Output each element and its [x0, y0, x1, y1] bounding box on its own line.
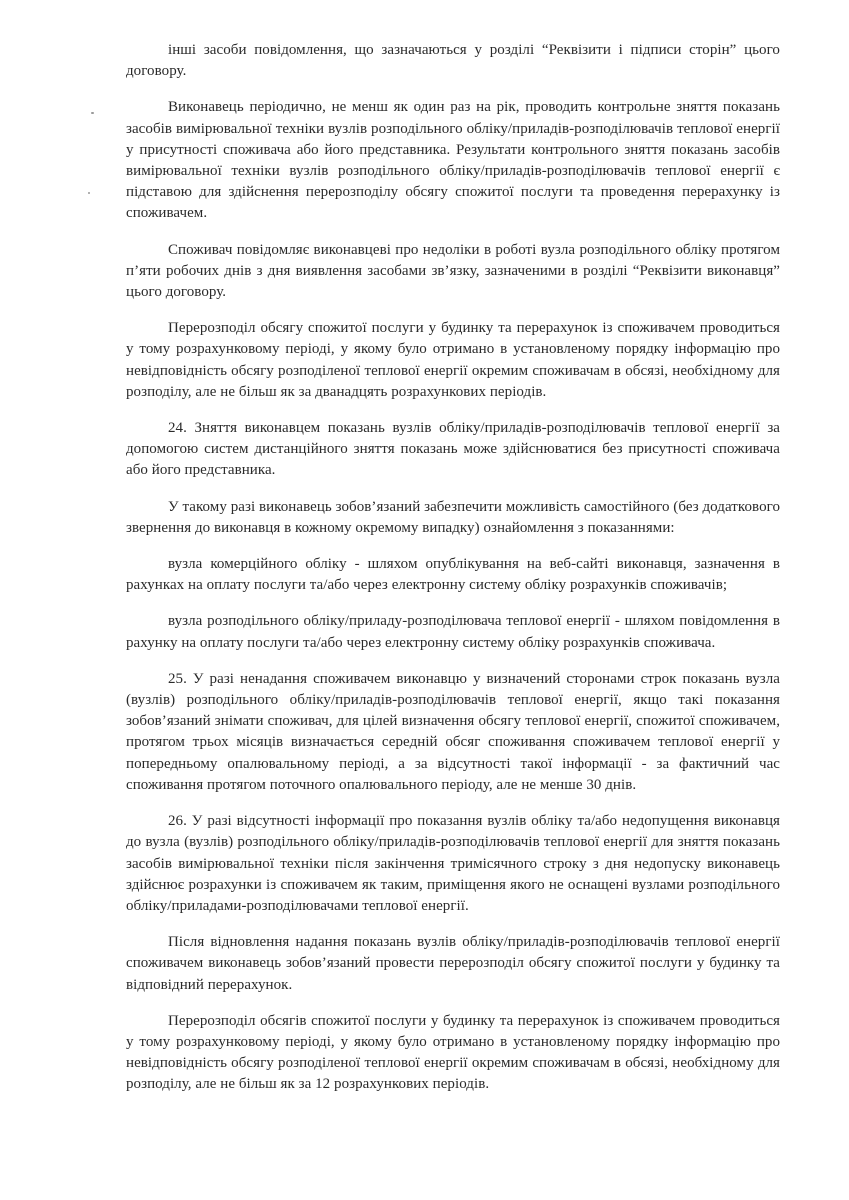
paragraph-redistribution: Перерозподіл обсягу спожитої послуги у будинку та перерахунок із споживачем проводиться у тому розрахунковому періоді, у якому було отримано в установленому порядку інформацію про невідповідність обсягу розподіленої теплової енергії окремим споживачам в обсязі, необхідному для розподілу, але не більш як за дванадцять розрахункових періодів. — [126, 320, 780, 400]
list-item-distribution-meter: вузла розподільного обліку/приладу-розподілювача теплової енергії - шляхом повідомлення в рахунку на оплату послуги та/або через електронну систему обліку розрахунків споживача. — [126, 613, 780, 651]
paragraph-continuation: інші засоби повідомлення, що зазначаються у розділі “Реквізити і підписи сторін” цього договору. — [126, 42, 780, 80]
paragraph-after-restoration: Після відновлення надання показань вузлів обліку/приладів-розподілювачів теплової енергії споживачем виконавець зобов’язаний провести перерозподіл обсягу спожитої послуги у будинку та відповідний перерахунок. — [126, 934, 780, 993]
paragraph-redistribution-12: Перерозподіл обсягів спожитої послуги у будинку та перерахунок із споживачем проводиться у тому розрахунковому періоді, у якому було отримано в установленому порядку інформацію про невідповідність обсягу розподіленої теплової енергії окремим споживачам в обсязі, необхідному для розподілу, але не більш як за 12 розрахункових періодів. — [126, 1012, 780, 1093]
clause-25: 25. У разі ненадання споживачем виконавцю у визначений сторонами строк показань вузла (вузлів) розподільного обліку/приладів-розподілювачів теплової енергії, якщо такі показання зобов’язаний знімати споживач, для цілей визначення обсягу теплової енергії, спожитої споживачем, протягом трьох місяців визначається середній обсяг споживання споживачем теплової енергії у попередньому опалювальному періоді, а за відсутності такої інформації - за фактичний час споживання протягом поточного опалювального періоду, але не менше 30 днів. — [126, 670, 780, 793]
list-item-commercial-meter: вузла комерційного обліку - шляхом опублікування на веб-сайті виконавця, зазначення в рахунках на оплату послуги та/або через електронну систему обліку розрахунків споживачів; — [126, 556, 780, 594]
scan-mark — [91, 112, 94, 114]
paragraph-self-familiarization: У такому разі виконавець зобов’язаний забезпечити можливість самостійного (без додаткового звернення до виконавця в кожному окремому випадку) ознайомлення з показаннями: — [126, 498, 780, 536]
paragraph-control-reading: Виконавець періодично, не менш як один раз на рік, проводить контрольне зняття показань засобів вимірювальної техніки вузлів розподільного обліку/приладів-розподілювачів теплової енергії у присутності споживача або його представника. Результати контрольного зняття показань засобів вимірювальної техніки вузлів розподільного обліку/приладів-розподілювачів теплової енергії є підставою для здійснення перерозподілу обсягу спожитої послуги та проведення перерахунку із споживачем. — [126, 99, 780, 222]
clause-24: 24. Зняття виконавцем показань вузлів обліку/приладів-розподілювачів теплової енергії за допомогою систем дистанційного зняття показань може здійснюватися без присутності споживача або його представника. — [126, 420, 780, 479]
scan-mark — [88, 192, 90, 194]
paragraph-consumer-notifies: Споживач повідомляє виконавцеві про недоліки в роботі вузла розподільного обліку протягом п’яти робочих днів з дня виявлення засобами зв’язку, зазначеними в розділі “Реквізити виконавця” цього договору. — [126, 241, 780, 301]
clause-26: 26. У разі відсутності інформації про показання вузлів обліку та/або недопущення виконавця до вузла (вузлів) розподільного обліку/приладів-розподілювачів теплової енергії для зняття показань засобів вимірювальної техніки після закінчення тримісячного строку з дня недопуску виконавець здійснює розрахунки із споживачем як таким, приміщення якого не оснащені вузлами розподільного обліку/приладами-розподілювачами теплової енергії. — [126, 813, 780, 914]
document-page — [126, 40, 780, 1111]
